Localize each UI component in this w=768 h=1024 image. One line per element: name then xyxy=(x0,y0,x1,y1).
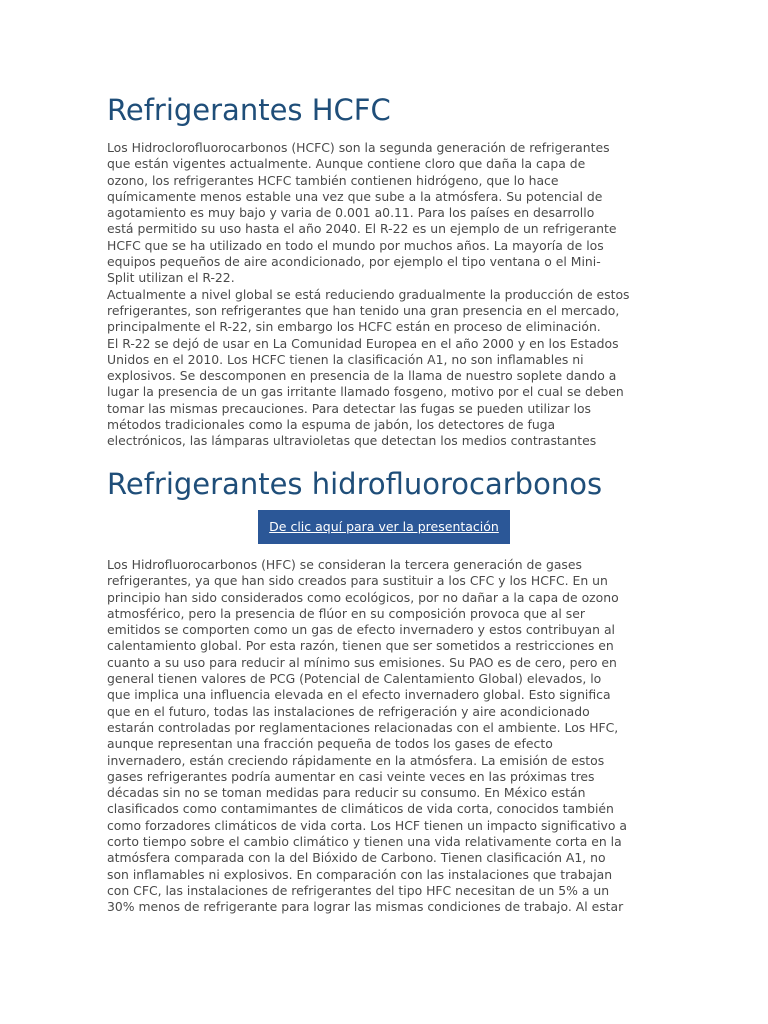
text-line: lugar la presencia de un gas irritante llamado fosgeno, motivo por el cual se deben xyxy=(107,384,624,400)
paragraph-hfc xyxy=(107,557,667,916)
view-presentation-button[interactable]: De clic aquí para ver la presentación xyxy=(258,510,510,544)
text-line: Split utilizan el R-22. xyxy=(107,270,235,286)
text-line: explosivos. Se descomponen en presencia de la llama de nuestro soplete dando a xyxy=(107,368,617,384)
text-line: son inflamables ni explosivos. En comparación con las instalaciones que trabajan xyxy=(107,866,613,882)
text-line: ozono, los refrigerantes HCFC también contienen hidrógeno, que lo hace xyxy=(107,172,559,188)
section-title-hcfc: Refrigerantes HCFC xyxy=(107,93,391,127)
text-line: corto tiempo sobre el cambio climático y tienen una vida relativamente corta en la xyxy=(107,834,622,850)
text-line: está permitido su uso hasta el año 2040. El R-22 es un ejemplo de un refrigerante xyxy=(107,221,617,237)
text-line: atmósfera comparada con la del Bióxido de Carbono. Tienen clasificación A1, no xyxy=(107,850,606,866)
text-line: métodos tradicionales como la espuma de jabón, los detectores de fuga xyxy=(107,417,556,433)
section-title-hfc: Refrigerantes hidrofluorocarbonos xyxy=(107,467,603,501)
presentation-button-wrapper xyxy=(0,510,768,544)
text-line: cuanto a su uso para reducir al mínimo sus emisiones. Su PAO es de cero, pero en xyxy=(107,654,617,670)
paragraph-hcfc xyxy=(107,140,667,450)
text-line: principalmente el R-22, sin embargo los HCFC están en proceso de eliminación. xyxy=(107,319,601,335)
text-line: químicamente menos estable una vez que sube a la atmósfera. Su potencial de xyxy=(107,188,603,204)
text-line: aunque representan una fracción pequeña de todos los gases de efecto xyxy=(107,736,553,752)
text-line: refrigerantes, ya que han sido creados para sustituir a los CFC y los HCFC. En un xyxy=(107,573,608,589)
text-line: El R-22 se dejó de usar en La Comunidad Europea en el año 2000 y en los Estados xyxy=(107,335,619,351)
text-line: invernadero, están creciendo rápidamente en la atmósfera. La emisión de estos xyxy=(107,752,605,768)
text-line: como forzadores climáticos de vida corta. Los HCF tienen un impacto significativo a xyxy=(107,817,627,833)
text-line: Los Hidroclorofluorocarbonos (HCFC) son la segunda generación de refrigerantes xyxy=(107,140,610,155)
text-line: gases refrigerantes podría aumentar en casi veinte veces en las próximas tres xyxy=(107,768,595,784)
text-line: Actualmente a nivel global se está reduciendo gradualmente la producción de estos xyxy=(107,286,630,302)
text-line: 30% menos de refrigerante para lograr las mismas condiciones de trabajo. Al estar xyxy=(107,899,624,915)
text-line: Unidos en el 2010. Los HCFC tienen la clasificación A1, no son inflamables ni xyxy=(107,351,584,367)
text-line: agotamiento es muy bajo y varia de 0.001 a0.11. Para los países en desarrollo xyxy=(107,205,595,221)
text-line: calentamiento global. Por esta razón, tienen que ser sometidos a restricciones en xyxy=(107,638,614,654)
text-line: refrigerantes, son refrigerantes que han tenido una gran presencia en el mercado, xyxy=(107,302,620,318)
text-line: clasificados como contamimantes de climáticos de vida corta, conocidos también xyxy=(107,801,614,817)
text-line: equipos pequeños de aire acondicionado, por ejemplo el tipo ventana o el Mini- xyxy=(107,254,601,270)
text-line: electrónicos, las lámparas ultravioletas que detectan los medios contrastantes xyxy=(107,433,597,449)
text-line: general tienen valores de PCG (Potencial de Calentamiento Global) elevados, lo xyxy=(107,671,602,687)
text-line: Los Hidrofluorocarbonos (HFC) se consideran la tercera generación de gases xyxy=(107,557,582,572)
text-line: tomar las mismas precauciones. Para detectar las fugas se pueden utilizar los xyxy=(107,400,591,416)
text-line: décadas sin no se toman medidas para reducir su consumo. En México están xyxy=(107,785,586,801)
text-line: que en el futuro, todas las instalaciones de refrigeración y aire acondicionado xyxy=(107,703,590,719)
text-line: con CFC, las instalaciones de refrigerantes del tipo HFC necesitan de un 5% a un xyxy=(107,882,610,898)
text-line: HCFC que se ha utilizado en todo el mundo por muchos años. La mayoría de los xyxy=(107,237,604,253)
text-line: principio han sido considerados como ecológicos, por no dañar a la capa de ozono xyxy=(107,589,619,605)
text-line: estarán controladas por reglamentaciones relacionadas con el ambiente. Los HFC, xyxy=(107,719,619,735)
text-line: emitidos se comporten como un gas de efecto invernadero y estos contribuyan al xyxy=(107,622,615,638)
text-line: que implica una influencia elevada en el efecto invernadero global. Esto significa xyxy=(107,687,611,703)
text-line: atmosférico, pero la presencia de flúor en su composición provoca que al ser xyxy=(107,605,585,621)
text-line: que están vigentes actualmente. Aunque contiene cloro que daña la capa de xyxy=(107,156,586,172)
